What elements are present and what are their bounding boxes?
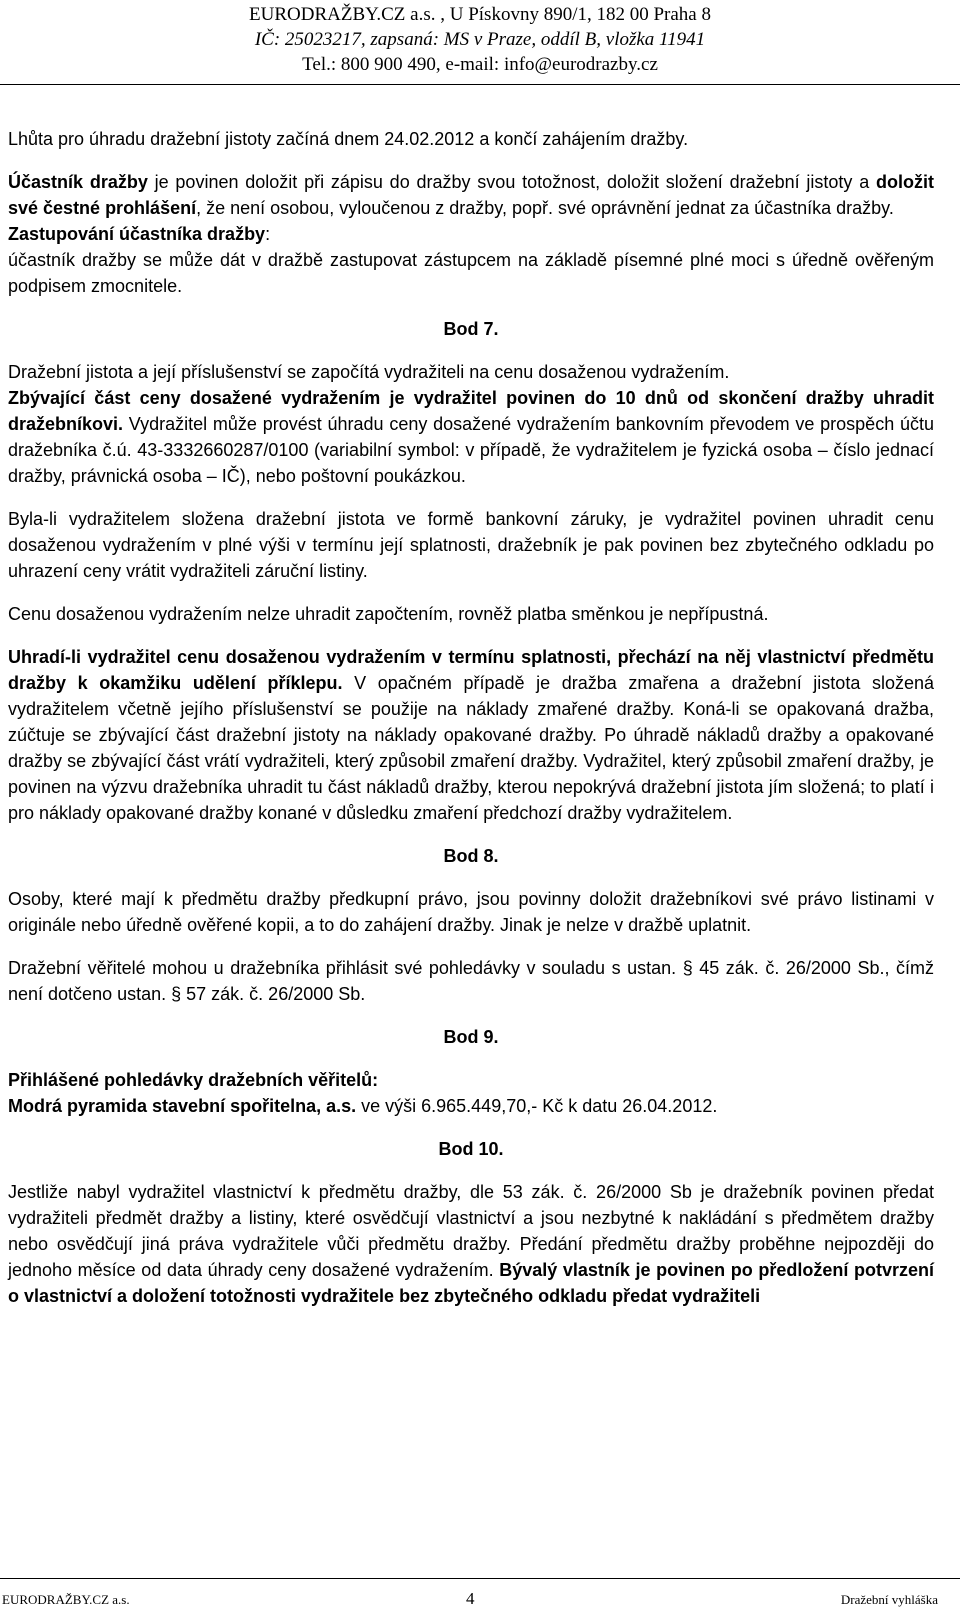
paragraph-deposit-deadline: Lhůta pro úhradu dražební jistoty začíná dnem 24.02.2012 a končí zahájením dražby. bbox=[8, 129, 689, 149]
page-number: 4 bbox=[466, 1589, 475, 1608]
paragraph-bank-guarantee: Byla-li vydražitelem složena dražební jistota ve formě bankovní záruky, je vydražitel povinen uhradit cenu dosaženou vydražením v plné výši v termínu její splatnosti, dražebník je pak povinen bez zbytečného odkladu po uhrazení ceny vrátit vydražiteli záruční listiny. bbox=[8, 509, 934, 581]
header-registration-line: IČ: 25023217, zapsaná: MS v Praze, oddíl B, vložka 11941 bbox=[254, 29, 706, 50]
footer-document-title: Dražební vyhláška bbox=[840, 1592, 938, 1607]
footer-divider bbox=[0, 1578, 960, 1579]
paragraph-no-offset: Cenu dosaženou vydražením nelze uhradit započtením, rovněž platba směnkou je nepřípustná. bbox=[8, 604, 769, 624]
section-heading-bod-10: Bod 10. bbox=[438, 1139, 504, 1159]
paragraph-registered-claims: Přihlášené pohledávky dražebních věřitelů: Modrá pyramida stavební spořitelna, a.s. ve výši 6.965.449,70,- Kč k datu 26.04.2012. bbox=[8, 1070, 718, 1116]
document-body bbox=[8, 126, 934, 1309]
paragraph-participant-obligations: Účastník dražby je povinen doložit při zápisu do dražby svou totožnost, doložit složení dražební jistoty a doložit své čestné prohlášení, že není osobou, vyloučenou z dražby, popř. své oprávnění jednat za účastníka dražby. bbox=[8, 172, 934, 218]
header-divider bbox=[0, 84, 960, 85]
paragraph-preemption-right: Osoby, které mají k předmětu dražby předkupní právo, jsou povinny doložit dražebníkovi své právo listinami v originále nebo úředně ověřené kopii, a to do zahájení dražby. Jinak je nelze v dražbě uplatnit. bbox=[8, 889, 934, 935]
section-heading-bod-8: Bod 8. bbox=[443, 846, 499, 866]
paragraph-ownership-transfer: Uhradí-li vydražitel cenu dosaženou vydražením v termínu splatnosti, přechází na něj vlastnictví předmětu dražby k okamžiku udělení příklepu. V opačném případě je dražba zmařena a dražební jistota složená vydražitelem včetně jejího příslušenství se použije na náklady zmařené dražby. Koná-li se opakovaná dražba, zúčtuje se zbývající část dražební jistoty na náklady opakované dražby. Po úhradě nákladů dražby a opakované dražby se zbývající část vrátí vydražiteli, který způsobil zmaření dražby. Vydražitel, který způsobil zmaření dražby, je povinen na výzvu dražebníka uhradit tu část nákladů dražby, kterou nepokrývá dražební jistota jím složená; to platí i pro náklady opakované dražby konané v důsledku zmaření předchozí dražby vydražitelem. bbox=[8, 647, 934, 823]
paragraph-remaining-price: Zbývající část ceny dosažené vydražením je vydražitel povinen do 10 dnů od skončení dražby uhradit dražebníkovi. Vydražitel může provést úhradu ceny dosažené vydražením bankovním převodem ve prospěch účtu dražebníka č.ú. 43-3332660287/0100 (variabilní symbol: v případě, že vydražitelem je fyzická osoba – číslo jednací dražby, právnická osoba – IČ), nebo poštovní poukázkou. bbox=[8, 388, 934, 486]
page-header bbox=[0, 0, 960, 88]
paragraph-creditor-claims: Dražební věřitelé mohou u dražebníka přihlásit své pohledávky v souladu s ustan. § 45 zák. č. 26/2000 Sb., čímž není dotčeno ustan. § 57 zák. č. 26/2000 Sb. bbox=[8, 958, 934, 1004]
footer-company: EURODRAŽBY.CZ a.s. bbox=[2, 1592, 130, 1607]
paragraph-handover: Jestliže nabyl vydražitel vlastnictví k předmětu dražby, dle 53 zák. č. 26/2000 Sb je dražebník povinen předat vydražiteli předmět dražby a listiny, které osvědčují vlastnictví a jsou nezbytné k nakládání s předmětem dražby nebo osvědčují jiná práva vydražitele vůči předmětu dražby. Předání předmětu dražby proběhne nejpozději do jednoho měsíce od data úhrady ceny dosažené vydražením. Bývalý vlastník je povinen po předložení potvrzení o vlastnictví a doložení totožnosti vydražitele bez zbytečného odkladu předat vydražiteli bbox=[8, 1182, 934, 1306]
paragraph-deposit-credit: Dražební jistota a její příslušenství se započítá vydražiteli na cenu dosaženou vydražením. bbox=[8, 362, 730, 382]
section-sign-icon: § bbox=[171, 984, 182, 1004]
page-footer bbox=[0, 1578, 960, 1609]
section-heading-bod-7: Bod 7. bbox=[443, 319, 499, 339]
paragraph-representation: Zastupování účastníka dražby: účastník dražby se může dát v dražbě zastupovat zástupcem na základě písemné plné moci s úředně ověřeným podpisem zmocnitele. bbox=[8, 224, 934, 296]
header-company-line: EURODRAŽBY.CZ a.s. , U Pískovny 890/1, 182 00 Praha 8 bbox=[249, 4, 711, 25]
section-heading-bod-9: Bod 9. bbox=[443, 1027, 499, 1047]
section-sign-icon: § bbox=[682, 958, 693, 978]
header-contact-line: Tel.: 800 900 490, e-mail: info@eurodrazby.cz bbox=[302, 54, 658, 75]
